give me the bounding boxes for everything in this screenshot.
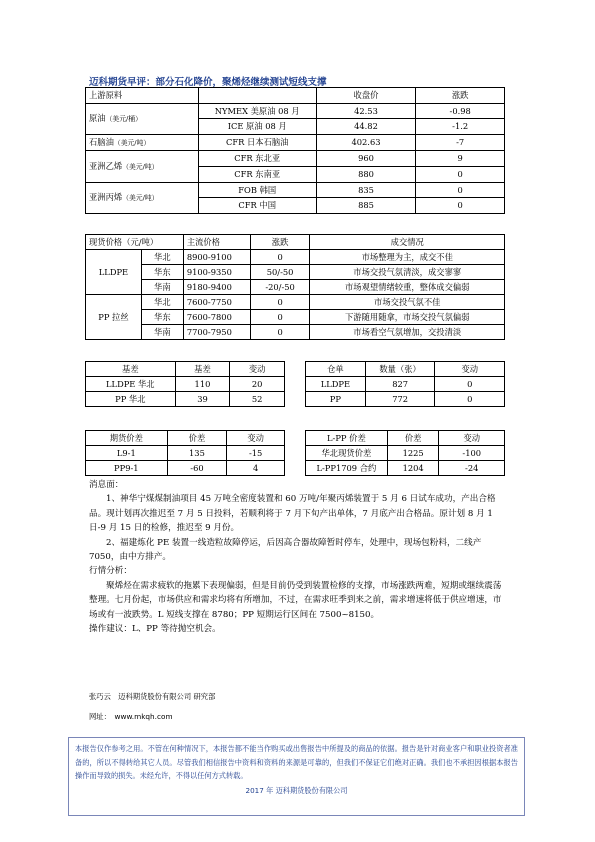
- price-cell: 7600-7750: [183, 295, 250, 310]
- market-cell: CFR 东北亚: [198, 151, 316, 167]
- upstream-table: [85, 87, 505, 214]
- table-row: [86, 310, 505, 325]
- header-blank: [198, 88, 316, 104]
- header-quantity: 数量（张）: [365, 362, 435, 377]
- change-cell: -24: [439, 461, 505, 476]
- product-cell: PP 拉丝: [86, 295, 142, 340]
- name-cell: L-PP1709 合约: [306, 461, 388, 476]
- change-cell: 50/-50: [250, 265, 310, 280]
- table-row: [86, 103, 505, 119]
- header-change: 变动: [435, 362, 505, 377]
- change-cell: 0: [416, 182, 505, 198]
- change-cell: -7: [416, 134, 505, 151]
- table-row: [86, 295, 505, 310]
- report-title: 迈科期货早评：部分石化降价，聚烯烃继续测试短线支撑: [89, 77, 327, 88]
- region-cell: 华北: [141, 295, 183, 310]
- price-cell: 7600-7800: [183, 310, 250, 325]
- table-row: [306, 461, 505, 476]
- product-unit: （美元/吨）: [122, 193, 159, 202]
- close-cell: 42.53: [316, 103, 416, 119]
- product-name: 原油: [89, 112, 106, 123]
- header-warehouse: 仓单: [306, 362, 366, 377]
- price-cell: 7700-7950: [183, 325, 250, 340]
- price-cell: 9100-9350: [183, 265, 250, 280]
- header-change: 涨跌: [250, 235, 310, 250]
- product-cell: [86, 182, 199, 213]
- product-name: 亚洲丙烯: [89, 191, 123, 202]
- deal-cell: 市场观望情绪较重，整体成交偏弱: [310, 280, 505, 295]
- region-cell: 华东: [141, 265, 183, 280]
- value-cell: 1204: [387, 461, 439, 476]
- table-header-row: [306, 431, 505, 446]
- change-cell: -20/-50: [250, 280, 310, 295]
- region-cell: 华南: [141, 280, 183, 295]
- table-row: [86, 325, 505, 340]
- table-row: [86, 446, 285, 461]
- header-value: 价差: [387, 431, 439, 446]
- header-value: 价差: [167, 431, 227, 446]
- market-cell: CFR 东南亚: [198, 166, 316, 182]
- deal-cell: 市场整理为主，成交不佳: [310, 250, 505, 265]
- market-cell: ICE 原油 08 月: [198, 119, 316, 135]
- deal-cell: 市场交投气氛不佳: [310, 295, 505, 310]
- table-row: [306, 392, 505, 407]
- header-change: 变动: [230, 362, 285, 377]
- header-basis: 基差: [86, 362, 176, 377]
- market-cell: NYMEX 美原油 08 月: [198, 103, 316, 119]
- change-cell: 0: [435, 392, 505, 407]
- region-cell: 华北: [141, 250, 183, 265]
- name-cell: LLDPE: [306, 377, 366, 392]
- header-change: 变动: [227, 431, 285, 446]
- table-row: [306, 377, 505, 392]
- disclaimer-text: 本报告仅作参考之用。不管在何种情况下，本报告都不能当作购买或出售报告中所提及的商品的依据。报告是针对商业客户和职业投资者准备的，所以不得转给其它人员。尽管我们相信报告中资料和资料的来源是可靠的，但我们不保证它们绝对正确。我们也不承担因根据本报告操作而导致的损失。未经允许，不得以任何方式转载。: [75, 744, 518, 780]
- table-header-row: [306, 362, 505, 377]
- deal-cell: 下游随用随拿，市场交投气氛偏弱: [310, 310, 505, 325]
- value-cell: 772: [365, 392, 435, 407]
- header-futures-spread: 期货价差: [86, 431, 168, 446]
- market-cell: CFR 中国: [198, 198, 316, 214]
- deal-cell: 市场交投气氛清淡，成交寥寥: [310, 265, 505, 280]
- product-unit: （美元/吨）: [122, 162, 159, 171]
- analysis-text: 聚烯烃在需求疲软的拖累下表现偏弱，但是目前仍受到装置检修的支撑，市场涨跌两难，短期或继续震荡整理。七月份起，市场供应和需求均将有所增加，不过，在需求旺季到来之前，需求增速将低于供应增速，市场或有一波跌势。L 短线支撑在 8780；PP 短期运行区间在 7500~8150。: [89, 580, 502, 620]
- name-cell: PP: [306, 392, 366, 407]
- author-line: 张巧云 迈科期货股份有限公司 研究部: [89, 692, 216, 701]
- product-unit: （美元/桶）: [105, 114, 142, 123]
- value-cell: -60: [167, 461, 227, 476]
- news-heading: 消息面：: [89, 480, 124, 490]
- spot-price-table: [85, 234, 505, 340]
- change-cell: -15: [227, 446, 285, 461]
- close-cell: 885: [316, 198, 416, 214]
- table-row: [306, 446, 505, 461]
- table-header-row: [86, 88, 505, 104]
- price-cell: 9180-9400: [183, 280, 250, 295]
- header-close: 收盘价: [316, 88, 416, 104]
- table-header-row: [86, 362, 285, 377]
- close-cell: 835: [316, 182, 416, 198]
- change-cell: 0: [250, 295, 310, 310]
- header-change: 变动: [439, 431, 505, 446]
- change-cell: 52: [230, 392, 285, 407]
- analysis-heading: 行情分析：: [89, 566, 132, 577]
- name-cell: PP 华北: [86, 392, 176, 407]
- deal-cell: 市场看空气氛增加，交投清淡: [310, 325, 505, 340]
- value-cell: 135: [167, 446, 227, 461]
- table-row: [86, 377, 285, 392]
- table-header-row: [86, 235, 505, 250]
- header-price: 主流价格: [183, 235, 250, 250]
- header-value: 基差: [175, 362, 230, 377]
- header-upstream: 上游原料: [86, 88, 199, 104]
- basis-table: [85, 361, 285, 407]
- value-cell: 110: [175, 377, 230, 392]
- warehouse-table: [305, 361, 505, 407]
- header-lpp-spread: L-PP 价差: [306, 431, 388, 446]
- product-cell: [86, 134, 199, 151]
- product-cell: [86, 151, 199, 182]
- table-row: [86, 134, 505, 151]
- disclaimer-box: [68, 737, 525, 816]
- name-cell: LLDPE 华北: [86, 377, 176, 392]
- change-cell: 9: [416, 151, 505, 167]
- change-cell: 0: [250, 250, 310, 265]
- close-cell: 402.63: [316, 134, 416, 151]
- advice-text: 操作建议：L、PP 等待抛空机会。: [89, 624, 221, 635]
- change-cell: 4: [227, 461, 285, 476]
- table-row: [86, 392, 285, 407]
- value-cell: 39: [175, 392, 230, 407]
- website-line: 网址： www.mkqh.com: [89, 712, 173, 721]
- market-cell: CFR 日本石脑油: [198, 134, 316, 151]
- header-deal: 成交情况: [310, 235, 505, 250]
- table-row: [86, 250, 505, 265]
- close-cell: 44.82: [316, 119, 416, 135]
- product-cell: [86, 103, 199, 134]
- futures-spread-table: [85, 430, 285, 476]
- table-header-row: [86, 431, 285, 446]
- header-spot: 现货价格（元/吨）: [86, 235, 184, 250]
- name-cell: 华北现货价差: [306, 446, 388, 461]
- value-cell: 1225: [387, 446, 439, 461]
- table-row: [86, 151, 505, 167]
- name-cell: L9-1: [86, 446, 168, 461]
- product-cell: LLDPE: [86, 250, 142, 295]
- name-cell: PP9-1: [86, 461, 168, 476]
- change-cell: 20: [230, 377, 285, 392]
- header-change: 涨跌: [416, 88, 505, 104]
- news-section: [89, 478, 509, 636]
- change-cell: 0: [416, 198, 505, 214]
- market-cell: FOB 韩国: [198, 182, 316, 198]
- close-cell: 880: [316, 166, 416, 182]
- region-cell: 华南: [141, 325, 183, 340]
- price-cell: 8900-9100: [183, 250, 250, 265]
- change-cell: 0: [250, 325, 310, 340]
- change-cell: 0: [416, 166, 505, 182]
- change-cell: 0: [435, 377, 505, 392]
- product-unit: （美元/吨）: [113, 138, 151, 147]
- change-cell: -0.98: [416, 103, 505, 119]
- change-cell: 0: [250, 310, 310, 325]
- product-name: 亚洲乙烯: [89, 160, 123, 171]
- change-cell: -100: [439, 446, 505, 461]
- table-row: [86, 182, 505, 198]
- news-item-2: 2、福建炼化 PE 装置一线造粒故障停运，后因高合器故障暂时停车，处理中，现场包粉料，二线产 7050，由中方排产。: [89, 537, 482, 563]
- product-name: 石脑油: [89, 136, 114, 147]
- value-cell: 827: [365, 377, 435, 392]
- lpp-spread-table: [305, 430, 505, 476]
- change-cell: -1.2: [416, 119, 505, 135]
- close-cell: 960: [316, 151, 416, 167]
- table-row: [86, 280, 505, 295]
- news-item-1: 1、神华宁煤煤制油项目 45 万吨全密度装置和 60 万吨/年聚丙烯装置于 5 月 6 日试车成功，产出合格品。现计划再次推迟至 7 月 5 日投料，若顺利将于 7 月下旬产出单体，7 月底产出合格品。原计划 8 月 1 日-9 月 15 日的检修，推迟至 9 月份。: [89, 494, 496, 534]
- table-row: [86, 461, 285, 476]
- copyright-text: 2017 年 迈科期货股份有限公司: [245, 785, 348, 795]
- region-cell: 华东: [141, 310, 183, 325]
- table-row: [86, 265, 505, 280]
